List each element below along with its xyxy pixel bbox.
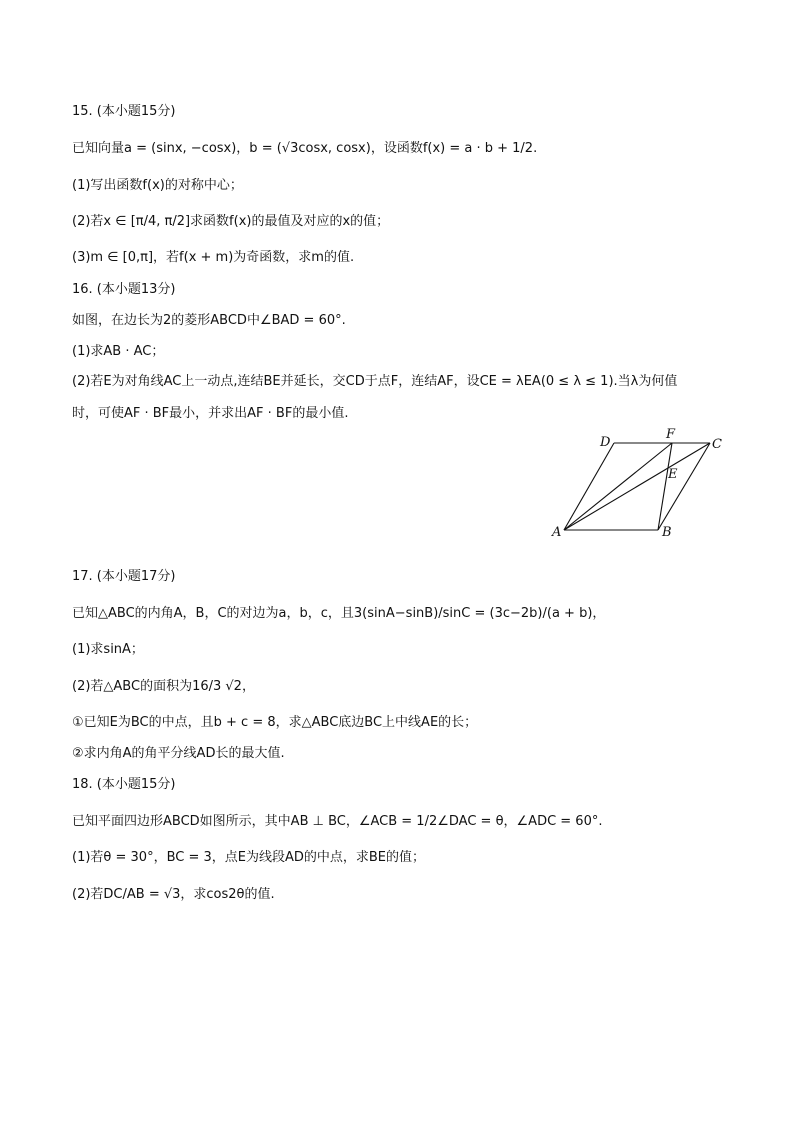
- label-a: A: [552, 525, 562, 540]
- diagonal-ac: [564, 443, 710, 530]
- label-d: D: [600, 435, 611, 450]
- label-b: B: [662, 525, 672, 540]
- q15-part1: (1)写出函数f(x)的对称中心；: [72, 178, 243, 193]
- rhombus-figure: [548, 426, 738, 544]
- q16-header: 16. (本小题13分): [72, 282, 176, 297]
- q18-part2: (2)若DC/AB = √3，求cos2θ的值.: [72, 887, 275, 902]
- segment-bf: [658, 443, 672, 530]
- q18-part1: (1)若θ = 30°，BC = 3，点E为线段AD的中点，求BE的值；: [72, 850, 426, 865]
- segment-af: [564, 443, 672, 530]
- label-c: C: [712, 437, 722, 452]
- q15-stem: 已知向量a = (sinx, −cosx)，b = (√3cosx, cosx)，设函数f(x) = a · b + 1/2.: [72, 141, 538, 156]
- q17-part1: (1)求sinA；: [72, 642, 144, 657]
- q17-part2: (2)若△ABC的面积为16/3 √2，: [72, 679, 255, 694]
- q15-header: 15. (本小题15分): [72, 104, 176, 119]
- q15-part3: (3)m ∈ [0,π]，若f(x + m)为奇函数，求m的值.: [72, 250, 355, 265]
- q17-header: 17. (本小题17分): [72, 569, 176, 584]
- edge-da: [564, 443, 614, 530]
- q18-header: 18. (本小题15分): [72, 777, 176, 792]
- q16-stem: 如图，在边长为2的菱形ABCD中∠BAD = 60°.: [72, 313, 346, 328]
- q16-part1: (1)求AB · AC；: [72, 344, 165, 359]
- edge-bc: [658, 443, 710, 530]
- label-e: E: [668, 467, 678, 482]
- q17-part2-i: ①已知E为BC的中点，且b + c = 8，求△ABC底边BC上中线AE的长；: [72, 715, 478, 730]
- q17-part2-ii: ②求内角A的角平分线AD长的最大值.: [72, 746, 285, 761]
- q18-stem: 已知平面四边形ABCD如图所示，其中AB ⊥ BC，∠ACB = 1/2∠DAC = θ，∠ADC = 60°.: [72, 814, 603, 829]
- label-f: F: [666, 427, 676, 442]
- q16-part2-line1: (2)若E为对角线AC上一动点,连结BE并延长，交CD于点F，连结AF，设CE = λEA(0 ≤ λ ≤ 1).当λ为何值: [72, 374, 678, 389]
- q17-stem: 已知△ABC的内角A，B，C的对边为a，b，c，且3(sinA−sinB)/sinC = (3c−2b)/(a + b)，: [72, 606, 606, 621]
- q16-part2-line2: 时，可使AF · BF最小，并求出AF · BF的最小值.: [72, 406, 349, 421]
- q15-part2: (2)若x ∈ [π/4, π/2]求函数f(x)的最值及对应的x的值；: [72, 214, 390, 229]
